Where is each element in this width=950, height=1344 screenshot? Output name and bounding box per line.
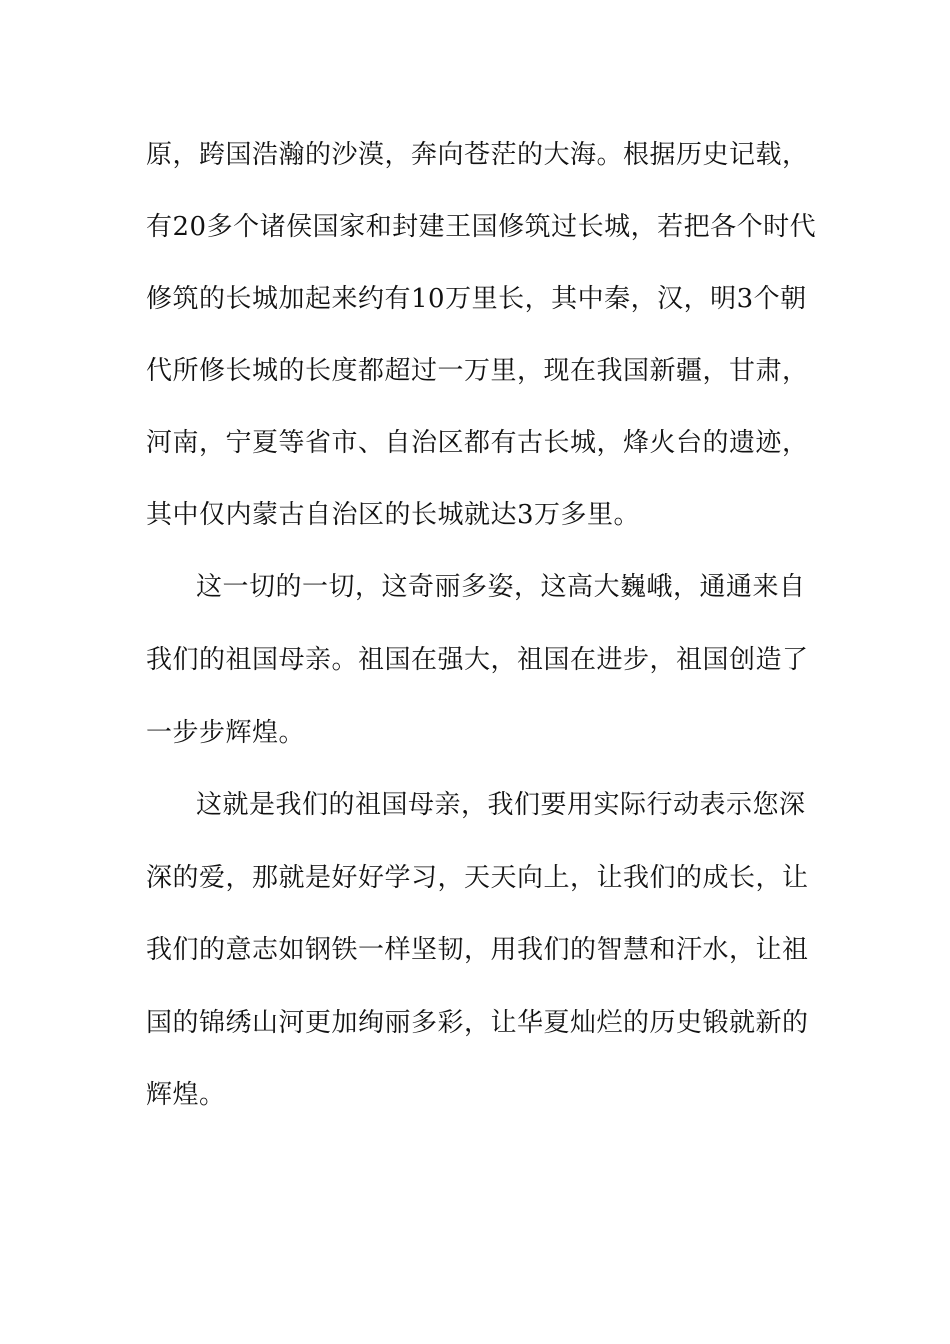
paragraph-1-line-5: 河南，宁夏等省市、自治区都有古长城，烽火台的遗迹， xyxy=(146,428,809,458)
paragraph-3-line-4: 国的锦绣山河更加绚丽多彩，让华夏灿烂的历史锻就新的 xyxy=(146,1008,809,1038)
paragraph-1-line-6: 其中仅内蒙古自治区的长城就达3万多里。 xyxy=(146,500,641,530)
paragraph-1-line-3: 修筑的长城加起来约有10万里长，其中秦，汉，明3个朝 xyxy=(146,284,807,314)
paragraph-3-line-1: 这就是我们的祖国母亲，我们要用实际行动表示您深 xyxy=(196,790,806,820)
paragraph-2-line-1: 这一切的一切，这奇丽多姿，这高大巍峨，通通来自 xyxy=(196,572,806,602)
paragraph-1-line-1: 原，跨国浩瀚的沙漠，奔向苍茫的大海。根据历史记载， xyxy=(146,140,809,170)
paragraph-3-line-3: 我们的意志如钢铁一样坚韧，用我们的智慧和汗水，让祖 xyxy=(146,935,809,965)
paragraph-1-line-2: 有20多个诸侯国家和封建王国修筑过长城，若把各个时代 xyxy=(146,212,817,242)
paragraph-3-line-2: 深的爱，那就是好好学习，天天向上，让我们的成长，让 xyxy=(146,863,809,893)
paragraph-2-line-3: 一步步辉煌。 xyxy=(146,718,306,748)
paragraph-1-line-4: 代所修长城的长度都超过一万里，现在我国新疆，甘肃， xyxy=(146,356,809,386)
paragraph-3-line-5: 辉煌。 xyxy=(146,1080,226,1110)
paragraph-2-line-2: 我们的祖国母亲。祖国在强大，祖国在进步，祖国创造了 xyxy=(146,645,809,675)
